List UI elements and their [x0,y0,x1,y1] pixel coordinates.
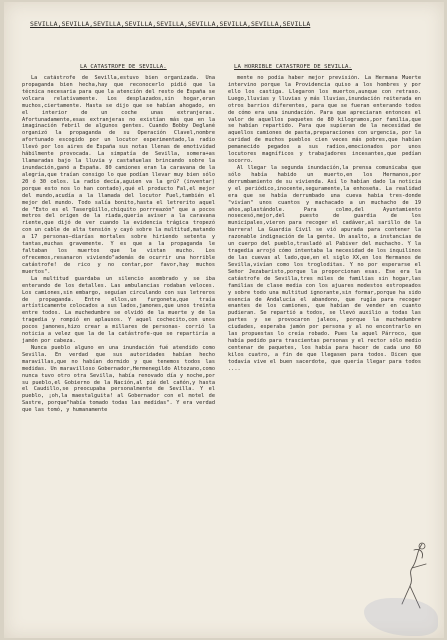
header-band: SEVILLA,SEVILLA,SEVILLA,SEVILLA,SEVILLA,SEVILLA,SEVILLA,SEVILLA,SEVILLA [30,20,311,28]
left-column-title-text: LA CATASTROFE DE SEVILLA. [80,64,167,70]
left-column [22,75,215,615]
right-paragraph-2: Al llegar la segunda inundación,la prensa comunicaba que sólo había habido un muerto,en los Hermanos,por derrumbamiento de su vivienda. Así lo habían dado la noticia y el periódico,inocente,seguramente,la enhoseña. La realidad era que se había derrumbado una cueva habia tres-donde "vivían" unos cuantos y machacado a un muchacho de 19 años,aplastándole. Para colmo,del Ayuntamiento nosecesó,mejor,del puesto de guardia de los municipales,vieron para recoger el cadáver,al sarillo de la barrera! La Guardia Civil se vió apurada para contener la razonable indignación de la gente. Un asalto, a instancias de un cuerpo del pueblo,trasladó al Pabiver del muchacho. Y la tragedia arrojó cómo intentaba la necesidad de los inquilinos de las cuevas al lado,que,en el siglo XX,en los Hermanos de Sevilla,vivían como los trogloditas. Y no por esperarse el Señor Jezabaristo,porque la proporcionan esas. Ese era la catástrofe de Sevilla,tres miles de familias sin hogar,las familias de clase media con los ajuares modestos estropeados y sobre todo una multitud ignorante,sin formar,porque ha sido esencia de Andalucía el abandono, que rugía para recoger enantes de los camiones, que habían de vender en cuanto pudieran. Se repartió a todos, se llevó auxilio a todas las partes y se provocaron jaleos, porque la muchedumbre ciudades, esperaba jamón por persona y al no encontrarlo en las propuestas lo creía robado. Pues la aquel Párroco, que había pedido para trascientas personas y el rector sólo medio centenar de paquetes, los había para hacer de cada uno 60 kilos cuatro, a fin de que llegasen para todos. Dicen que todavía vive el buen sacerdote, que quería llegar para todos .... [228,164,421,372]
right-paragraph-1: mente no podía haber mejor previsión. La Hermana Muerte intervino porque la Providencia quiso a los hombres y por ello los castiga. Llegaron los muertos,aunque con retraso. Luego,lluvias y lluvias y más lluvias,inundación reiterada en otros barrios diferentes, para que se fueran enterando todos de cómo era una inundación. Para que apreciaran entonces el valor de aquellos paquetes de 80 kilogramos,por familia,que se habían repartido. Para que supieran de la necesidad de aquellos camiones de pasta,preparaciones con urgencia, por la caridad de muchos pueblos cien veces más pobres,que habían pemanecido pegados a sus radios,emocionados por unos locutores magníficos y trabajadores incesantes,que pedían socorro. [228,75,421,165]
document-page [4,2,444,638]
left-paragraph-2: La multitud guardaba un silencio asombrado y se iba enterando de los detalles. Las ambulancias rodaban veloces. Los camiones,sin embargo, seguían circulando con sus letreros de propaganda. Entre ellos,un furgoneta,que traía artísticamente colocados a sus lados,jamones,que unos treinta entre todos. La muchedumbre se olvidó de la muerte y de la tragedia y rompió en aplausos. Y aquel cochecito,con unos pocos jamones,hizo crear a millares de personas- corrió la noticia a velez que la de la catástrofe-que se repartiría a jamón por cabeza. [22,275,215,345]
right-column [228,75,421,615]
left-paragraph-1: La catástrofe de Sevilla,estuvo bien organizada. Una propaganda bien hecha,hay que reconocerlo pidió que la técnica necesaria para que la atención del resto de España se volcara relativamente. Los desplazados,sin hogar,eran muchos,ciertamente. Hasta se dijo que se habían ahogado, en el interior de un coche unas extranjeras. Afortunadamente,esas extranjeras no existían más que en la imaginación febril de algunos gentes. Cuando Bobby Deglané organizó la propaganda de su Operación Clavel,nombre afortunado escogido por un locutor esperimentado,la radio llevó por los aires de España sus notas llenas de emotividad hábilmente provocada. La simpatía de Sevilla, somera+as llamaradas bajo la lluvia y castañuelas brincando sobre la inundación,ganó a España. 80 camiones eran la caravana de la alegría,que traían consigo lo que podían llevar muy bien sólo 20 ó 30 celos. La radio decía,aguien va la grú? (inventar) porque esto nos lo han contado),qué el producto Fal,el mejor del mundo,acudía a la llamada del locutor Fuel,también el mejor del mundo. Todo salía bonito,hasta el letrerito aquel de "Esto es el Tasergüillo,chiquito porrreazón" que a pocos metros del origen de la riada,quería aviser a la caravana riente,que dijó de ver cuando la evidencia trágica tropezó con un cable de alta tensión y cayó sobre la multitud,matando a 17 personas—diarías mortales sobre hiriendo setenta y tantas,muchas gravemente. Y es que a la propaganda le faltaban los muertos que le vistan mucho. Los ofrecemos,resanaron viviendo"además de ocurrir una horrible catástrofe! de rico y no contar,por favor,hay muchos muertos". [22,75,215,275]
left-paragraph-3: Nunca pueblo alguno en una inundación fué atendido como Sevilla. En verdad que sus autoridades habían hecho maravillas,que no habían dormido y que tenemos todos las medidas. Un maravilloso Gobernador,Hermenegildo Altozano,como nunca tuvo otro otra Sevilla, había renovado día y noche,por su pueblo,el Gobierno de la Nación,al pié del cañón,y hasta el Caudillo,se preocupaba personalmente de Sevilla. Y el pueblo, ¡oh,la maestalguita! al Gobernador con el motel de Sastre, porque"había tomado todas las medidas". Y era verdad que las tomó, y humanamente [22,344,215,414]
right-column-title [234,64,352,70]
left-column-title [80,64,167,70]
ink-stain [364,598,438,636]
right-column-title-text: LA HORRIBLE CATASTROFE DE SEVILLA. [234,64,352,70]
